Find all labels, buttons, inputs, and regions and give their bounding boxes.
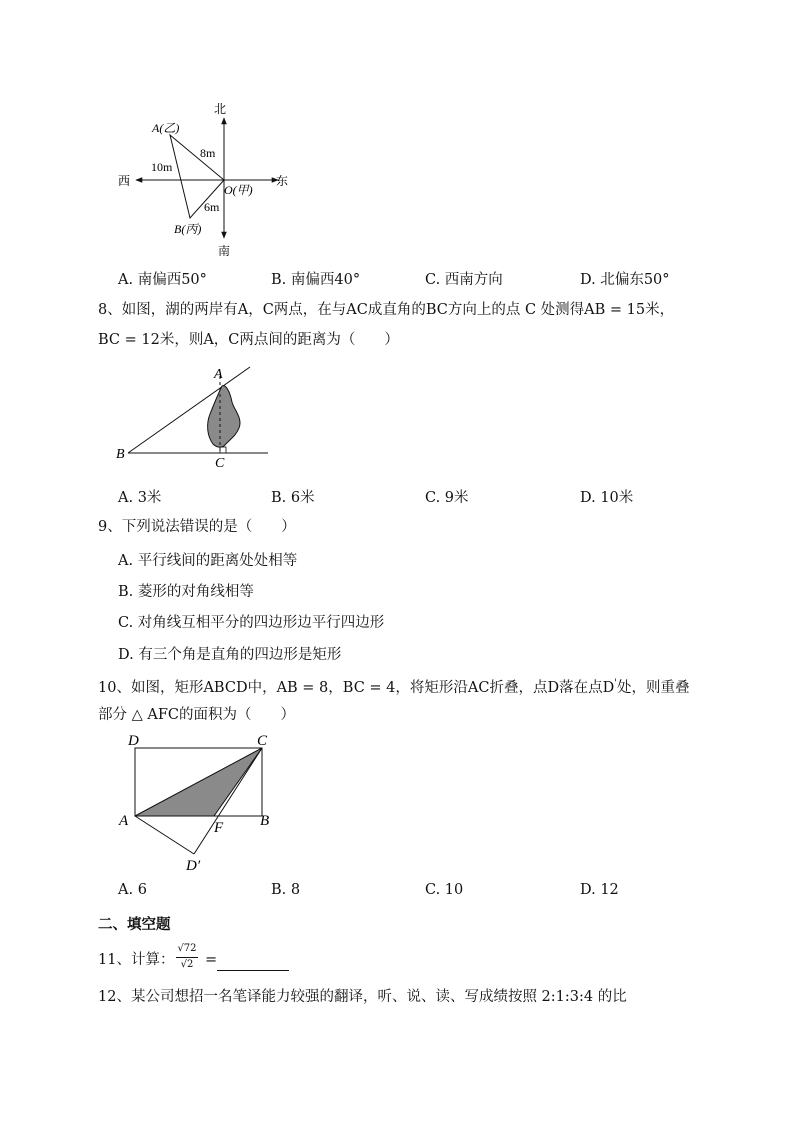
q9-option-b[interactable]: B. 菱形的对角线相等 [118,584,254,600]
point-f-label: F [214,820,224,836]
right-angle-mark [220,447,226,453]
q9-option-a[interactable]: A. 平行线间的距离处处相等 [118,553,298,569]
point-b-label: B [260,813,270,829]
point-dprime-label: D′ [186,858,201,874]
q10-rectangle-figure [110,730,290,874]
q11-denominator: √2 [180,959,194,970]
q8-option-a[interactable]: A. 3米 [118,490,162,506]
q11-prefix: 11、计算： [98,952,175,968]
q8-option-c[interactable]: C. 9米 [425,490,469,506]
point-c-label: C [257,733,268,749]
point-o-label: O(甲) [224,183,253,197]
point-a-label: A(乙) [152,121,180,135]
west-label: 西 [118,174,131,188]
q11-answer-blank[interactable] [217,952,289,971]
q8-stem-line2: BC = 12米，则A，C两点间的距离为（ ） [98,332,399,348]
east-label: 东 [276,174,289,188]
north-label: 北 [214,102,227,116]
q10-line1-post: 处，则重叠 [616,679,690,696]
lake-shape [208,386,240,447]
q7-option-d[interactable]: D. 北偏东50° [580,272,670,288]
point-b-label: B [116,447,125,462]
q9-stem: 9、下列说法错误的是（ ） [98,519,296,535]
q8-option-b[interactable]: B. 6米 [271,490,315,506]
q7-option-c[interactable]: C. 西南方向 [425,272,503,288]
length-ob-label: 6m [204,200,220,214]
point-a-label: A [214,367,223,382]
q7-compass-figure [110,100,290,260]
q11-fraction-bar [176,957,198,958]
point-c-label: C [215,456,225,471]
q11-equals: = [205,952,218,968]
q7-option-b[interactable]: B. 南偏西40° [271,272,361,288]
q10-option-b[interactable]: B. 8 [271,882,301,898]
q10-line1-pre: 10、如图，矩形ABCD中，AB = 8，BC = 4，将矩形沿AC折叠，点D落在点D [98,679,615,696]
point-a-label: A [119,813,129,829]
q9-option-c[interactable]: C. 对角线互相平分的四边形边平行四边形 [118,615,385,631]
q10-option-c[interactable]: C. 10 [425,882,464,898]
length-ab-label: 10m [151,160,173,174]
q7-option-a[interactable]: A. 南偏西50° [118,272,207,288]
q10-stem-line2: 部分 △ AFC的面积为（ ） [98,707,295,723]
q8-lake-figure [110,362,280,472]
q10-option-d[interactable]: D. 12 [580,882,619,898]
q12-stem: 12、某公司想招一名笔译能力较强的翻译，听、说、读、写成绩按照 2:1:3:4 的比 [98,989,627,1005]
q10-line1-sup: ' [614,678,617,689]
length-ao-label: 8m [200,146,216,160]
q11-numerator: √72 [177,943,197,954]
south-label: 南 [218,244,231,258]
q8-stem-line1: 8、如图，湖的两岸有A，C两点，在与AC成直角的BC方向上的点 C 处测得AB = 15米， [98,302,675,318]
q8-option-d[interactable]: D. 10米 [580,490,634,506]
q9-option-d[interactable]: D. 有三个角是直角的四边形是矩形 [118,647,342,663]
point-b-label: B(丙) [174,222,202,236]
point-d-label: D [128,733,139,749]
q10-option-a[interactable]: A. 6 [118,882,147,898]
section2-title: 二、填空题 [98,916,171,933]
overlap-triangle-afc [135,748,262,816]
q10-stem-line1 [98,674,689,698]
line-a-dprime [135,816,194,854]
